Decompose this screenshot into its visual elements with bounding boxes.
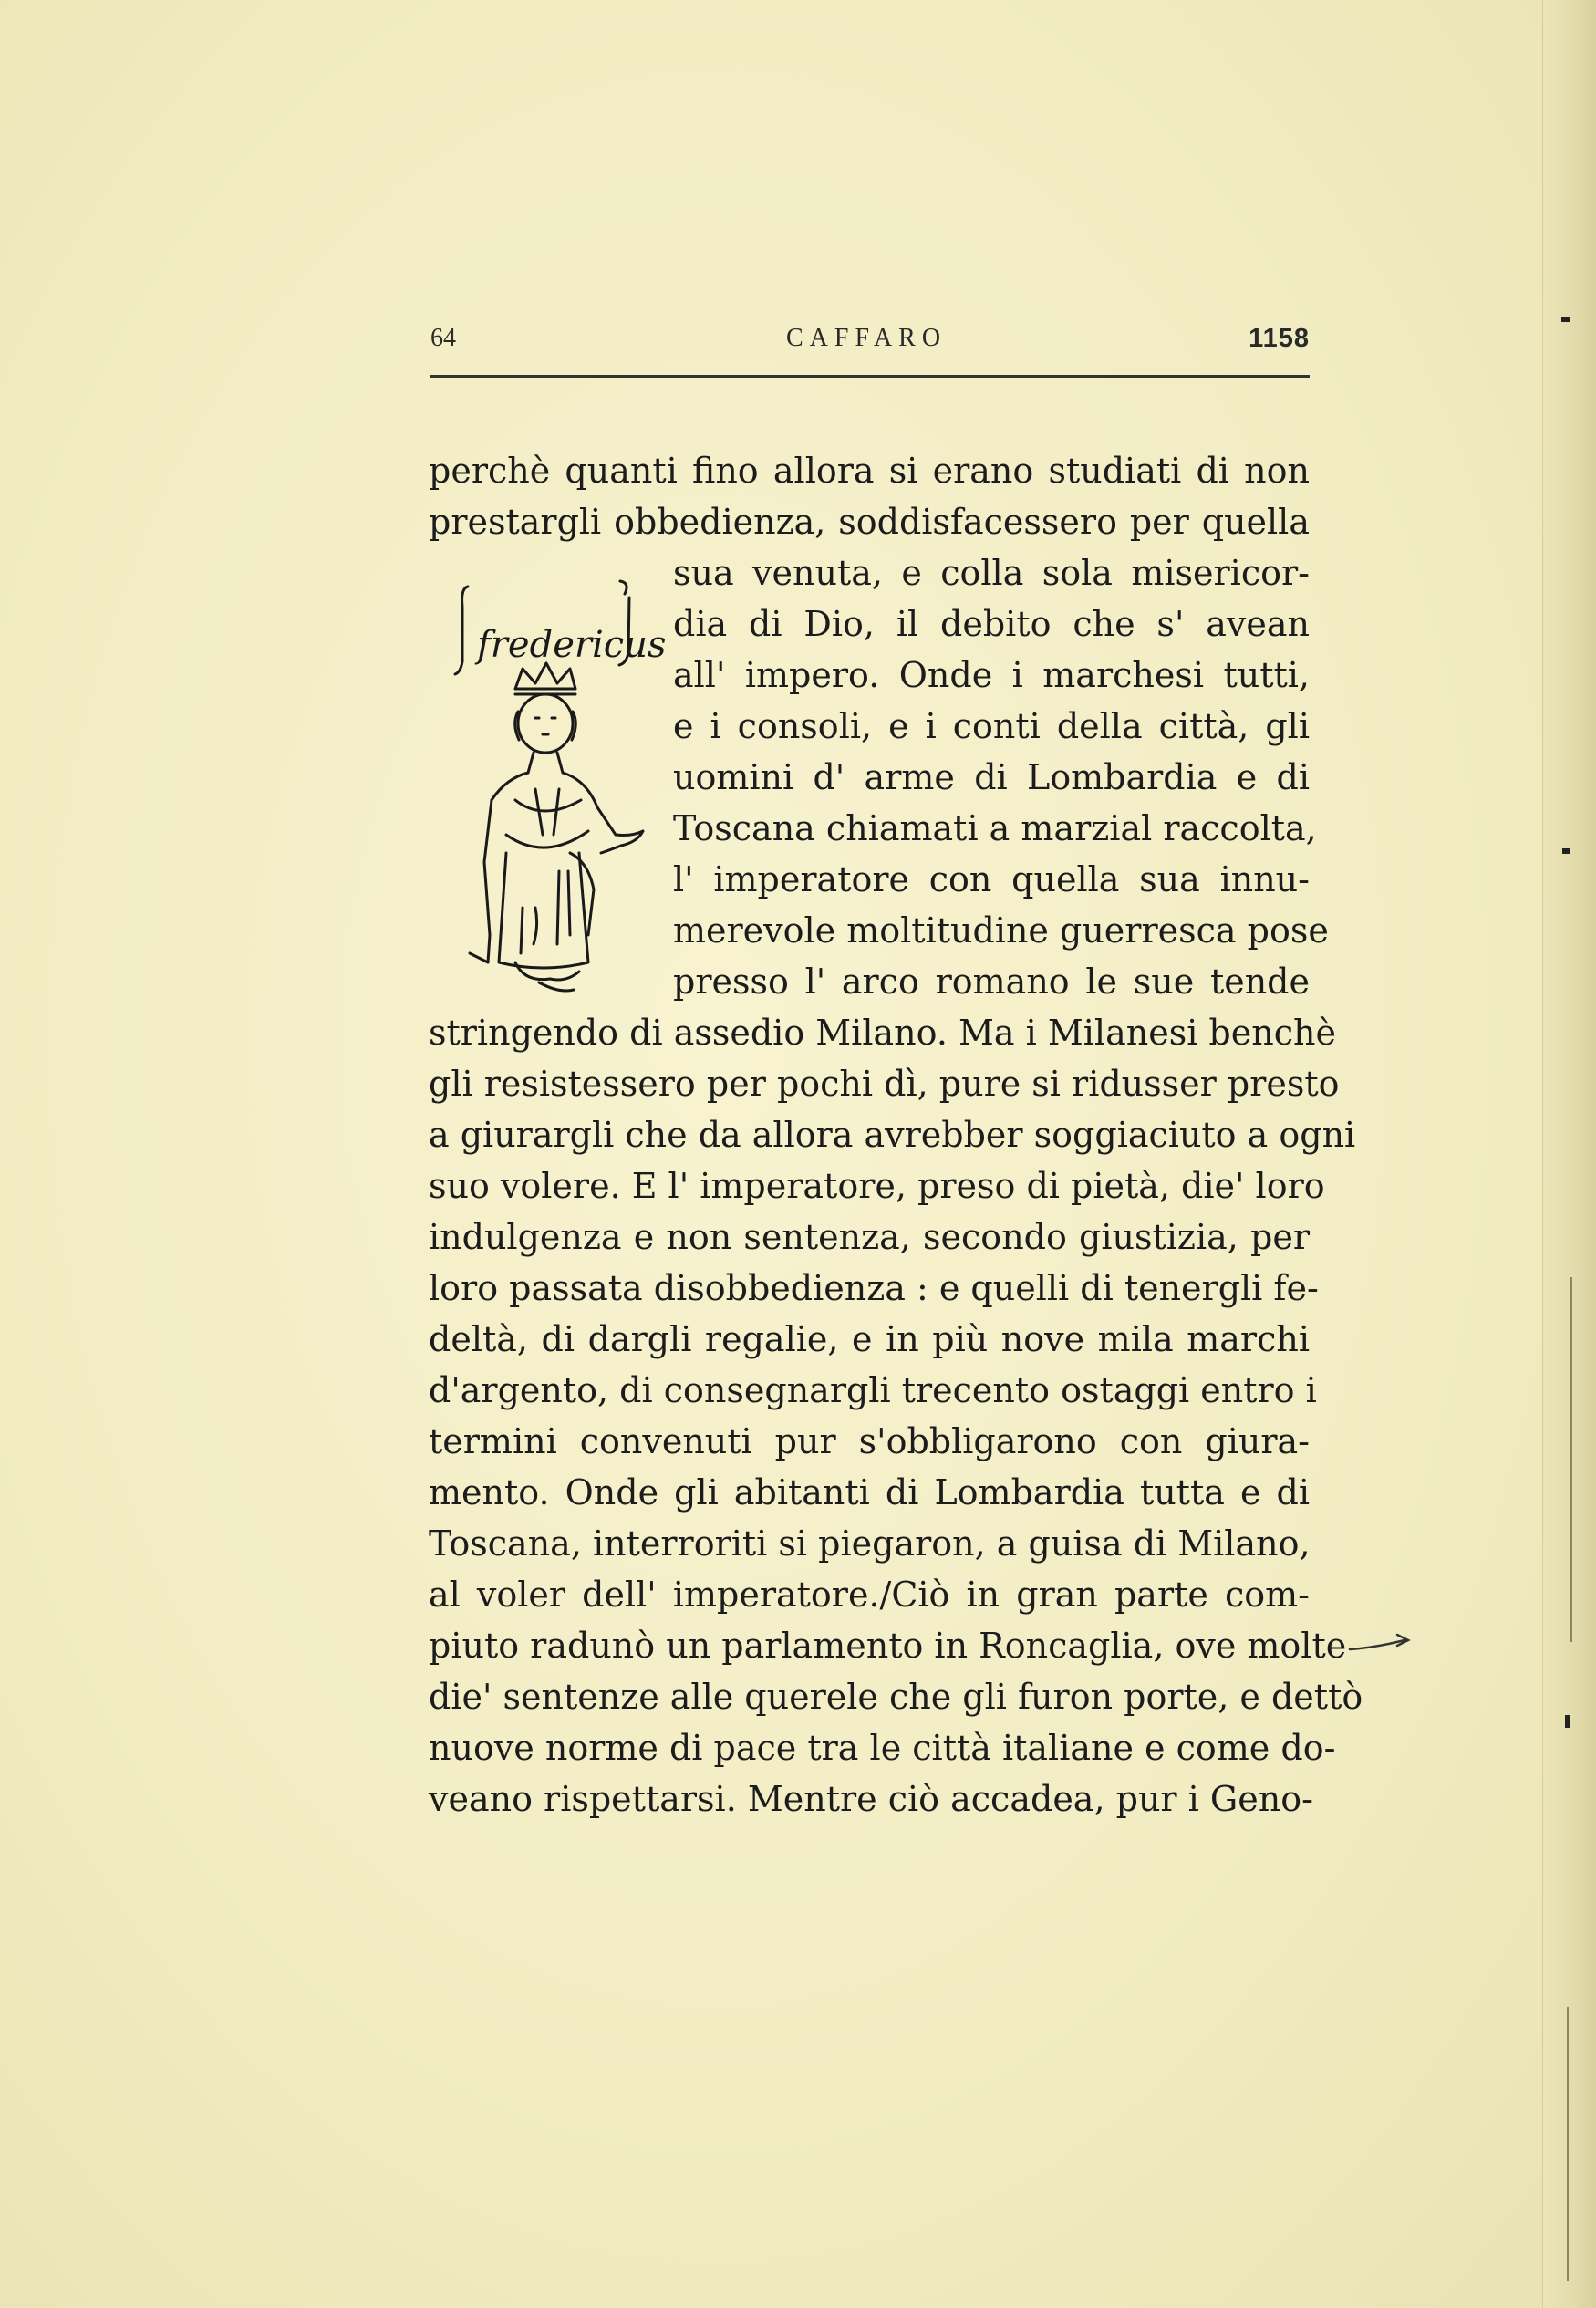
text-line: mento. Onde gli abitanti di Lombardia tutta e di — [429, 1472, 1310, 1513]
text-line: loro passata disobbedienza : e quelli di tenergli fe- — [429, 1268, 1319, 1308]
text-line: al voler dell' imperatore./Ciò in gran parte com- — [429, 1575, 1310, 1615]
text-line: nuove norme di pace tra le città italiane e come do- — [429, 1728, 1336, 1768]
text-line: deltà, di dargli regalie, e in più nove mila marchi — [429, 1319, 1310, 1359]
body-text — [429, 445, 1363, 1825]
text-line: a giurargli che da allora avrebber soggiaciuto a ogni — [429, 1115, 1356, 1155]
text-line: presso l' arco romano le sue tende — [673, 962, 1310, 1002]
page-edge — [1542, 0, 1596, 2308]
text-line: prestargli obbedienza, soddisfacessero per quella — [429, 502, 1310, 542]
margin-arrow-mark — [1348, 1631, 1421, 1663]
figure-caption: fredericus — [477, 624, 667, 666]
text-line: dia di Dio, il debito che s' avean — [673, 604, 1310, 644]
text-line: l' imperatore con quella sua innu- — [673, 859, 1310, 899]
text-line: veano rispettarsi. Mentre ciò accadea, pur i Geno- — [429, 1779, 1313, 1819]
page-number: 64 — [430, 324, 456, 352]
text-line: all' impero. Onde i marchesi tutti, — [673, 655, 1310, 695]
text-line: stringendo di assedio Milano. Ma i Milanesi benchè — [429, 1013, 1336, 1053]
text-line: gli resistessero per pochi dì, pure si ridusser presto — [429, 1064, 1340, 1104]
text-line: merevole moltitudine guerresca pose — [673, 910, 1329, 951]
text-line: piuto radunò un parlamento in Roncaglia, ove molte — [429, 1626, 1347, 1666]
text-line: termini convenuti pur s'obbligarono con giura- — [429, 1421, 1310, 1461]
text-line: perchè quanti fino allora si erano studiati di non — [429, 451, 1310, 491]
text-line: e i consoli, e i conti della città, gli — [673, 706, 1310, 746]
text-line: sua venuta, e colla sola misericor- — [673, 553, 1310, 593]
text-line: die' sentenze alle querele che gli furon porte, e dettò — [429, 1677, 1363, 1717]
text-line: uomini d' arme di Lombardia e di — [673, 757, 1310, 797]
text-line: indulgenza e non sentenza, secondo giustizia, per — [429, 1217, 1310, 1257]
running-title: CAFFARO — [786, 324, 948, 352]
text-line: Toscana chiamati a marzial raccolta, — [673, 808, 1317, 848]
header-rule — [430, 375, 1310, 378]
text-line: d'argento, di consegnargli trecento ostaggi entro i — [429, 1370, 1317, 1410]
year-marker: 1158 — [1249, 324, 1310, 353]
text-line: Toscana, interroriti si piegaron, a guisa di Milano, — [429, 1523, 1311, 1564]
text-line: suo volere. E l' imperatore, preso di pietà, die' loro — [429, 1166, 1325, 1206]
page-header — [430, 324, 1310, 371]
